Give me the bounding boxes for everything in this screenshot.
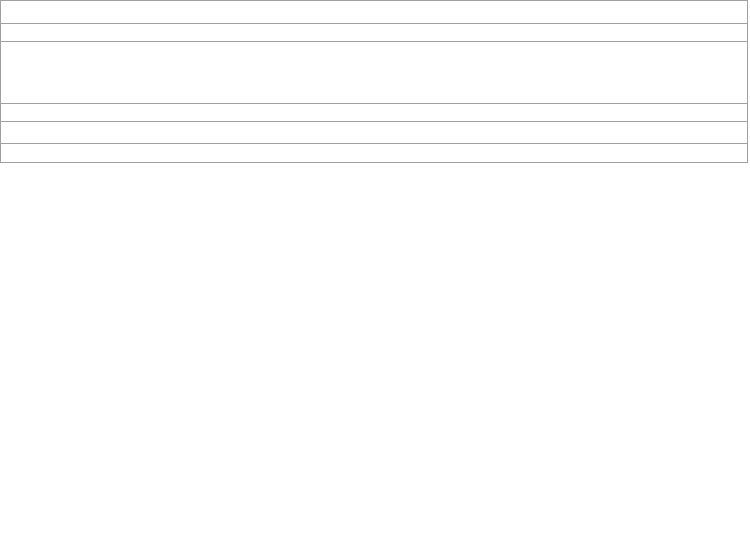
empty-cell[interactable] bbox=[0, 24, 748, 42]
definitions-heading-cell[interactable] bbox=[0, 122, 748, 144]
intro-heading-cell[interactable] bbox=[0, 0, 748, 24]
empty-cell[interactable] bbox=[0, 144, 748, 163]
empty-cell[interactable] bbox=[0, 104, 748, 122]
intro-text-cell[interactable] bbox=[0, 42, 748, 104]
